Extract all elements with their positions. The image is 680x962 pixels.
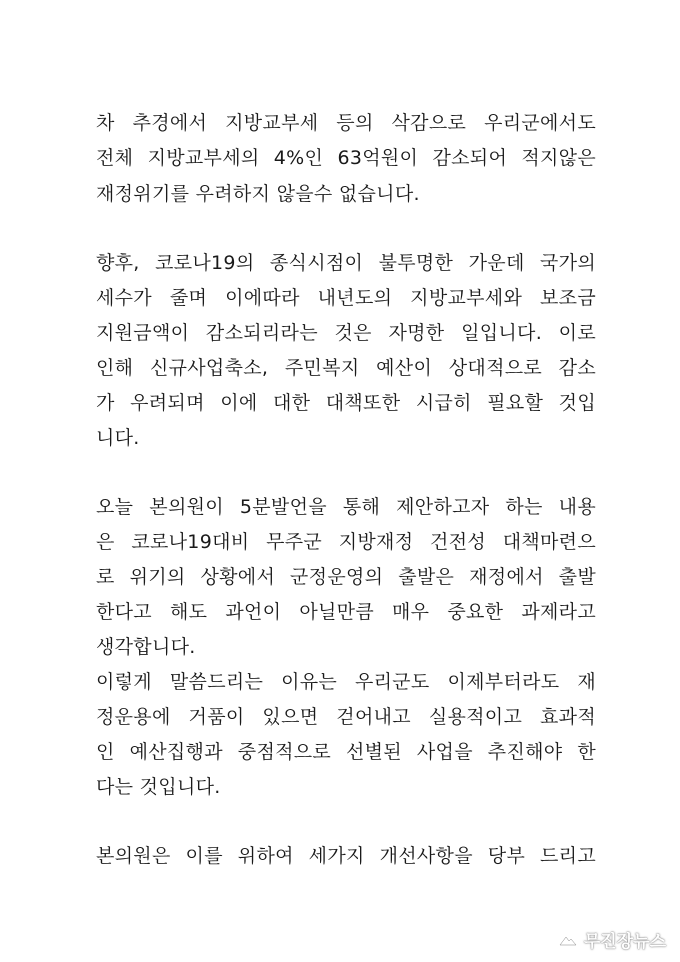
text-line: 가 우려되며 이에 대한 대책또한 시급히 필요할 것입: [96, 392, 596, 414]
text-line: 향후, 코로나19의 종식시점이 불투명한 가운데 국가의: [96, 252, 596, 274]
text-line: 니다.: [96, 427, 140, 449]
text-line: 이렇게 말씀드리는 이유는 우리군도 이제부터라도 재: [96, 671, 596, 693]
text-line: 정운용에 거품이 있으면 걷어내고 실용적이고 효과적: [96, 706, 596, 728]
text-line: 생각합니다.: [96, 636, 196, 658]
text-line: 인해 신규사업축소, 주민복지 예산이 상대적으로 감소: [96, 357, 596, 379]
text-line: 차 추경에서 지방교부세 등의 삭감으로 우리군에서도: [96, 112, 596, 134]
text-line: 본의원은 이를 위하여 세가지 개선사항을 당부 드리고: [96, 845, 596, 867]
text-line: 전체 지방교부세의 4%인 63억원이 감소되어 적지않은: [96, 147, 596, 169]
text-line: 지원금액이 감소되리라는 것은 자명한 일입니다. 이로: [96, 322, 596, 344]
mountain-logo-icon: [556, 928, 580, 952]
watermark-text: 무진장뉴스: [583, 932, 666, 952]
text-line: 한다고 해도 과언이 아닐만큼 매우 중요한 과제라고: [96, 601, 596, 623]
text-line: 재정위기를 우려하지 않을수 없습니다.: [96, 183, 420, 205]
text-line: 오늘 본의원이 5분발언을 통해 제안하고자 하는 내용: [96, 496, 596, 518]
text-line: 인 예산집행과 중점적으로 선별된 사업을 추진해야 한: [96, 741, 596, 763]
text-line: 로 위기의 상황에서 군정운영의 출발은 재정에서 출발: [96, 566, 596, 588]
text-line: 은 코로나19대비 무주군 지방재정 건전성 대책마련으: [96, 531, 596, 553]
text-line: 세수가 줄며 이에따라 내년도의 지방교부세와 보조금: [96, 287, 596, 309]
watermark: [556, 927, 666, 952]
text-line: 다는 것입니다.: [96, 776, 221, 798]
